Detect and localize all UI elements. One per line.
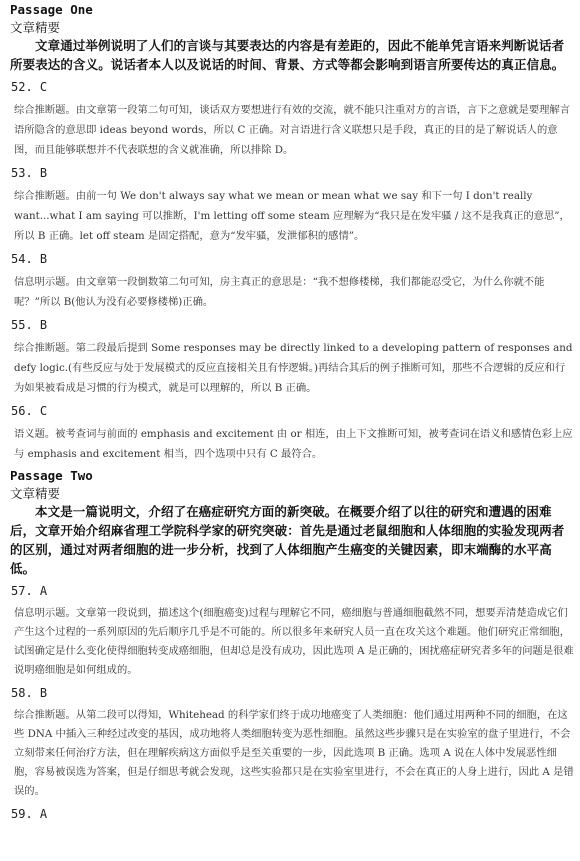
question-number: 54. B bbox=[11, 252, 48, 266]
passage-two-title: Passage Two bbox=[10, 468, 93, 483]
question-explanation: 综合推断题。第二段最后提到 Some responses may be directly linked to a developing pattern of responses and defy logic.(有些反应与处于发展模式的反应直接相关且有悖逻辑。)再结合其后的例子推断可知，那些不合逻辑的反应和行为如果被看成是习惯的行为模式，就是可以理解的，所以 B 正确。 bbox=[14, 342, 573, 394]
question-number: 53. B bbox=[11, 166, 48, 180]
question-number: 55. B bbox=[11, 318, 48, 332]
question-number: 58. B bbox=[11, 686, 48, 700]
passage-one-summary-title: 文章精要 bbox=[10, 20, 61, 35]
passage-two-summary-title: 文章精要 bbox=[10, 486, 61, 501]
question-explanation: 信息明示题。由文章第一段倒数第二句可知，房主真正的意思是：“我不想修楼梯，我们都能忍受它，为什么你就不能呢？”所以 B(他认为没有必要修楼梯)正确。 bbox=[14, 276, 545, 308]
question-number: 52. C bbox=[11, 80, 48, 94]
question-number: 59. A bbox=[11, 807, 48, 821]
passage-two-summary: 本文是一篇说明文，介绍了在癌症研究方面的新突破。在概要介绍了以往的研究和遭遇的困难后，文章开始介绍麻省理工学院科学家的研究突破：首先是通过老鼠细胞和人体细胞的实验发现两者的区别，通过对两者细胞的进一步分析，找到了人体细胞产生癌变的关键因素，即末端酶的水平高低。 bbox=[10, 504, 565, 576]
question-explanation: 综合推断题。由文章第一段第二句可知，谈话双方要想进行有效的交流，就不能只注重对方的言语，言下之意就是要理解言语所隐含的意思即 ideas beyond words，所以 C 正确。对言语进行含义联想只是手段，真正的目的是了解说话人的意图，而且能够联想并不代表联想的含义就准确，所以排除 D。 bbox=[14, 104, 571, 156]
passage-one-title: Passage One bbox=[10, 2, 93, 17]
passage-one-summary: 文章通过举例说明了人们的言谈与其要表达的内容是有差距的，因此不能单凭言语来判断说话者所要表达的含义。说话者本人以及说话的时间、背景、方式等都会影响到语言所要传达的真正信息。 bbox=[10, 38, 565, 72]
question-number: 56. C bbox=[11, 404, 48, 418]
question-explanation: 信息明示题。文章第一段说到，描述这个(细胞癌变)过程与理解它不同，癌细胞与普通细胞截然不同，想要弄清楚造成它们产生这个过程的一系列原因的先后顺序几乎是不可能的。所以很多年来研究人员一直在攻关这个难题。他们研究正常细胞，试图确定是什么变化使得细胞转变成癌细胞，但却总是没有成功，因此选项 A 是正确的，困扰癌症研究者多年的问题是很难说明癌细胞是如何组成的。 bbox=[14, 607, 574, 676]
question-explanation: 综合推断题。从第二段可以得知，Whitehead 的科学家们终于成功地癌变了人类细胞：他们通过用两种不同的细胞，在这些 DNA 中插入三种经过改变的基因，成功地将人类细胞转变为恶性细胞。虽然这些步骤只是在实验室的盘子里进行，不会立刻带来任何治疗方法，但在理解疾病这方面似乎是至关重要的一步，因此选项 B 正确。选项 A 说在人体中发展恶性细胞，容易被误选为答案，但是仔细思考就会发现，这些实验都只是在实验室里进行，不会在真正的人身上进行，因此 A 是错误的。 bbox=[14, 709, 574, 797]
question-explanation: 语义题。被考查词与前面的 emphasis and excitement 由 or 相连，由上下文推断可知，被考查词在语义和感情色彩上应与 emphasis and excitement 相当，四个选项中只有 C 最符合。 bbox=[14, 428, 573, 460]
question-number: 57. A bbox=[11, 584, 48, 598]
question-explanation: 综合推断题。由前一句 We don't always say what we mean or mean what we say 和下一句 I don't really want...what I am saying 可以推断，I'm letting off some steam 应理解为“我只是在发牢骚 / 这不是我真正的意思”，所以 B 正确。let off steam 是固定搭配，意为“发牢骚，发泄郁积的感情”。 bbox=[14, 190, 570, 242]
